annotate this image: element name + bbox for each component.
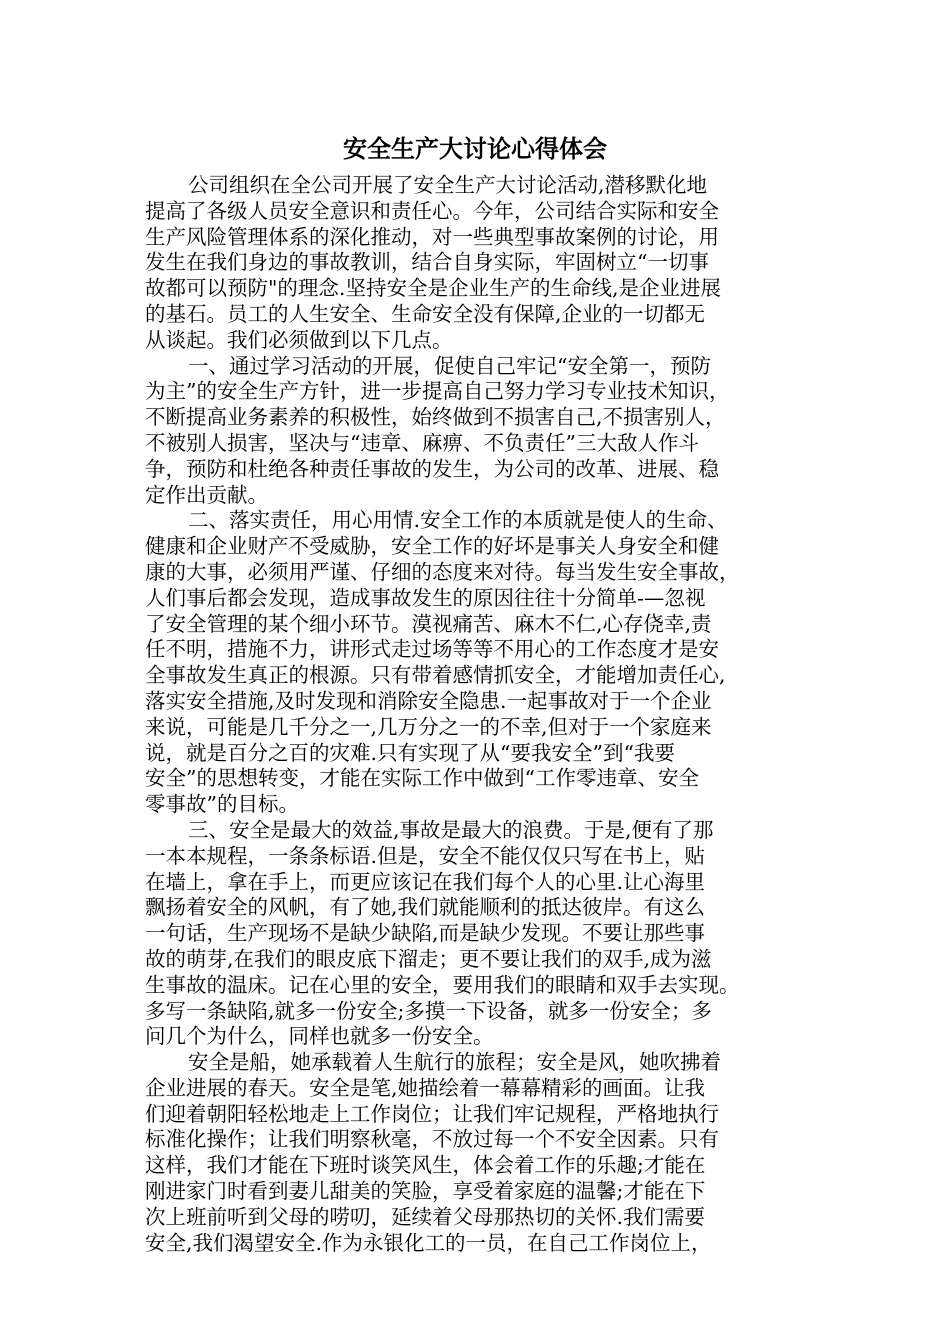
paragraph: [145, 173, 785, 354]
text-line: 任不明，措施不力，讲形式走过场等等不用心的工作态度才是安: [145, 637, 719, 662]
text-line: 说，就是百分之百的灾难.只有实现了从“要我安全”到“我要: [145, 740, 675, 765]
text-line: 一句话，生产现场不是缺少缺陷,而是缺少发现。不要让那些事: [145, 921, 706, 946]
text-line: 这样，我们才能在下班时谈笑风生，体会着工作的乐趣;才能在: [145, 1153, 706, 1178]
paragraph: [145, 508, 785, 818]
text-line: 安全”的思想转变，才能在实际工作中做到“工作零违章、安全: [145, 766, 699, 791]
paragraph: [145, 1050, 785, 1256]
paragraph: [145, 354, 785, 509]
text-line: 安全,我们渴望安全.作为永银化工的一员，在自己工作岗位上，: [145, 1230, 712, 1255]
text-line: 落实安全措施,及时发现和消除安全隐患.一起事故对于一个企业: [145, 688, 712, 713]
text-line: 在墙上，拿在手上，而更应该记在我们每个人的心里.让心海里: [145, 869, 706, 894]
text-line: 不被别人损害，坚决与“违章、麻痹、不负责任”三大敌人作斗: [145, 430, 699, 455]
text-line: 飘扬着安全的风帆，有了她,我们就能顺利的抵达彼岸。有这么: [145, 895, 706, 920]
text-line: 一本本规程，一条条标语.但是，安全不能仅仅只写在书上，贴: [145, 843, 706, 868]
text-line: 问几个为什么，同样也就多一份安全。: [145, 1024, 494, 1049]
text-line: 安全是船，她承载着人生航行的旅程；安全是风，她吹拂着: [188, 1050, 721, 1075]
text-line: 人们事后都会发现，造成事故发生的原因往往十分简单-—忽视: [145, 585, 706, 610]
text-line: 标准化操作；让我们明察秋毫，不放过每一个不安全因素。只有: [145, 1127, 719, 1152]
text-line: 零事故”的目标。: [145, 792, 299, 817]
text-line: 企业进展的春天。安全是笔,她描绘着一幕幕精彩的画面。让我: [145, 1075, 706, 1100]
text-line: 生事故的温床。记在心里的安全，要用我们的眼睛和双手去实现。: [145, 972, 740, 997]
text-line: 来说，可能是几千分之一,几万分之一的不幸,但对于一个家庭来: [145, 714, 712, 739]
text-line: 全事故发生真正的根源。只有带着感情抓安全，才能增加责任心,: [145, 663, 726, 688]
text-line: 争，预防和杜绝各种责任事故的发生，为公司的改革、进展、稳: [145, 456, 719, 481]
text-line: 故都可以预防"的理念.坚持安全是企业生产的生命线,是企业进展: [145, 276, 721, 301]
text-line: 康的大事，必须用严谨、仔细的态度来对待。每当发生安全事故，: [145, 559, 740, 584]
text-line: 们迎着朝阳轻松地走上工作岗位；让我们牢记规程，严格地执行: [145, 1101, 719, 1126]
text-line: 公司组织在全公司开展了安全生产大讨论活动,潜移默化地: [188, 173, 708, 197]
text-line: 不断提高业务素养的积极性，始终做到不损害自己,不损害别人，: [145, 405, 726, 430]
text-line: 定作出贡献。: [145, 482, 268, 507]
document-body: [145, 173, 785, 1256]
text-line: 为主”的安全生产方针，进一步提高自己努力学习专业技术知识，: [145, 379, 730, 404]
text-line: 健康和企业财产不受威胁，安全工作的好坏是事关人身安全和健: [145, 534, 719, 559]
text-line: 三、安全是最大的效益,事故是最大的浪费。于是,便有了那: [188, 817, 714, 842]
text-line: 从谈起。我们必须做到以下几点。: [145, 327, 453, 352]
text-line: 生产风险管理体系的深化推动，对一些典型事故案例的讨论，用: [145, 224, 719, 249]
text-line: 二、落实责任，用心用情.安全工作的本质就是使人的生命、: [188, 508, 728, 533]
paragraph: [145, 818, 785, 1050]
text-line: 刚进家门时看到妻儿甜美的笑脸，享受着家庭的温馨;才能在下: [145, 1179, 706, 1204]
text-line: 一、通过学习活动的开展，促使自己牢记“安全第一，预防: [188, 353, 711, 378]
text-line: 了安全管理的某个细小环节。漠视痛苦、麻木不仁,心存侥幸,责: [145, 611, 712, 636]
text-line: 的基石。员工的人生安全、生命安全没有保障,企业的一切都无: [145, 301, 706, 326]
text-line: 次上班前听到父母的唠叨，延续着父母那热切的关怀.我们需要: [145, 1204, 706, 1229]
text-line: 多写一条缺陷,就多一份安全;多摸一下设备，就多一份安全；多: [145, 998, 712, 1023]
text-line: 故的萌芽,在我们的眼皮底下溜走；更不要让我们的双手,成为滋: [145, 946, 712, 971]
text-line: 提高了各级人员安全意识和责任心。今年，公司结合实际和安全: [145, 198, 719, 223]
text-line: 发生在我们身边的事故教训，结合自身实际，牢固树立“一切事: [145, 250, 709, 275]
document-title: 安全生产大讨论心得体会: [343, 134, 607, 163]
